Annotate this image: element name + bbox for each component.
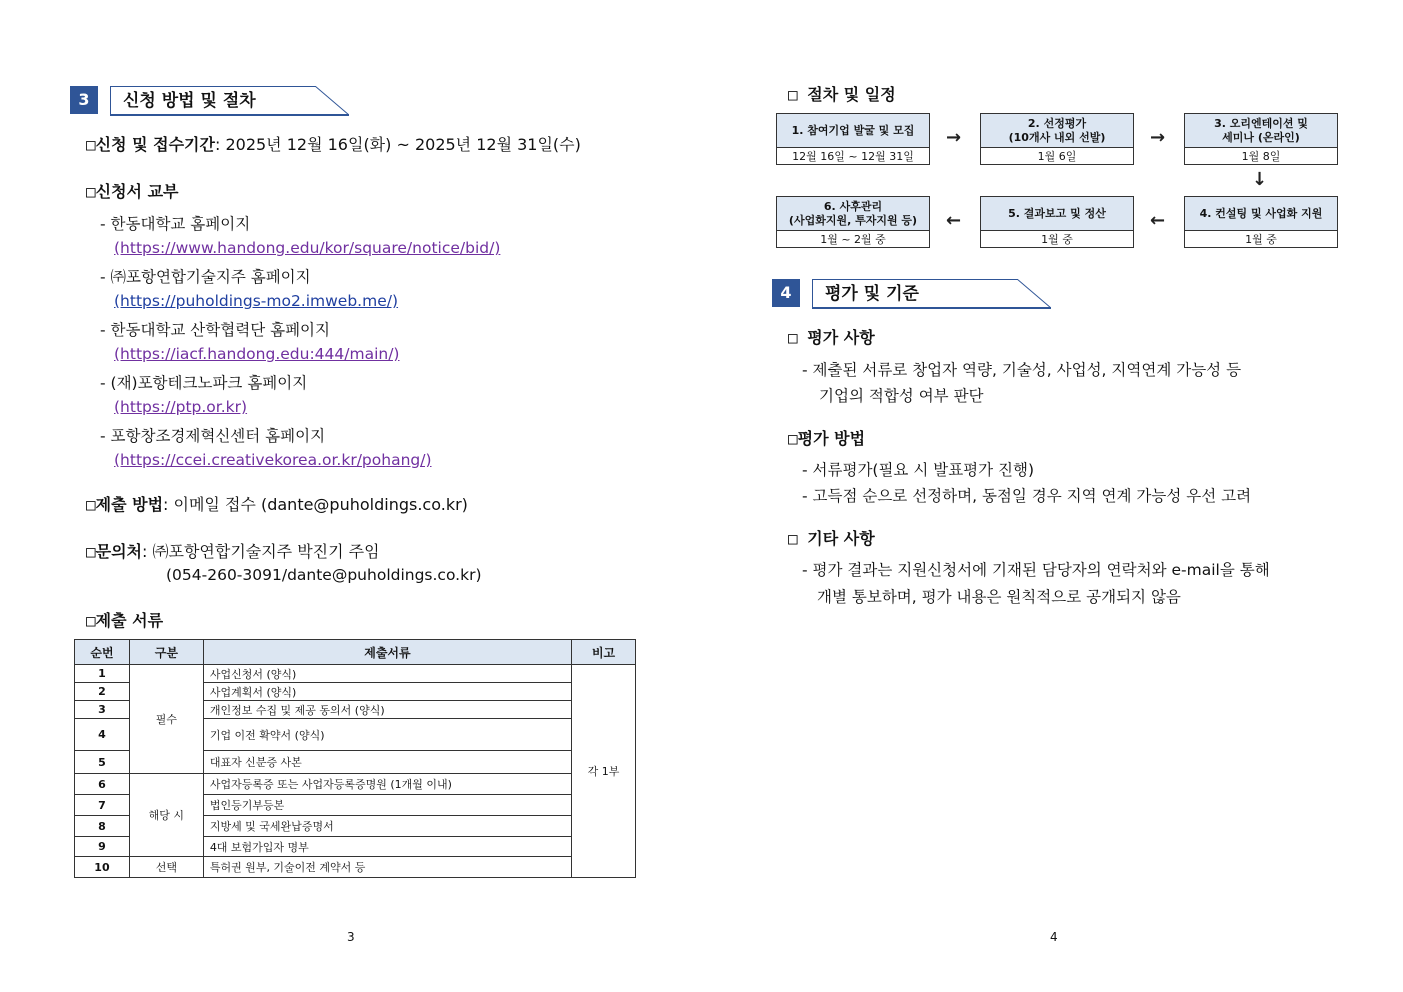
row-doc: 특허권 원부, 기술이전 계약서 등 bbox=[203, 857, 571, 878]
step-3 bbox=[1184, 113, 1338, 165]
link-handong[interactable]: (https://www.handong.edu/kor/square/notice/bid/) bbox=[114, 239, 501, 257]
row-doc: 대표자 신분증 사본 bbox=[203, 751, 571, 774]
row-doc: 사업자등록증 또는 사업자등록증명원 (1개월 이내) bbox=[203, 774, 571, 795]
section-3-number: 3 bbox=[70, 86, 98, 114]
section-3-title-corner bbox=[315, 86, 349, 116]
table-row bbox=[75, 665, 636, 683]
eval-method-heading: □평가 방법 bbox=[788, 429, 866, 448]
col-group: 구분 bbox=[129, 640, 203, 665]
step-4-title: 4. 컨설팅 및 사업화 지원 bbox=[1185, 197, 1337, 231]
row-doc: 사업계획서 (양식) bbox=[203, 683, 571, 701]
group-required: 필수 bbox=[129, 665, 203, 774]
method-heading: □제출 방법: 이메일 접수 (dante@puholdings.co.kr) bbox=[86, 495, 468, 514]
docs-heading: □제출 서류 bbox=[86, 611, 164, 630]
link-puholdings[interactable]: (https://puholdings-mo2.imweb.me/) bbox=[114, 292, 399, 310]
distribution-item-1: - 한동대학교 홈페이지 bbox=[100, 215, 251, 233]
row-doc: 4대 보험가입자 명부 bbox=[203, 837, 571, 857]
step-2-title: 2. 선정평가 (10개사 내외 선발) bbox=[981, 114, 1133, 148]
distribution-item-2: - ㈜포항연합기술지주 홈페이지 bbox=[100, 268, 311, 286]
step-6 bbox=[776, 196, 930, 248]
row-no: 1 bbox=[75, 665, 130, 683]
etc-line2: 개별 통보하며, 평가 내용은 원칙적으로 공개되지 않음 bbox=[817, 588, 1181, 606]
table-row bbox=[75, 857, 636, 878]
step-4 bbox=[1184, 196, 1338, 248]
docs-table bbox=[74, 639, 636, 878]
step-5-title: 5. 결과보고 및 정산 bbox=[981, 197, 1133, 231]
etc-heading: □ 기타 사항 bbox=[788, 529, 875, 548]
step-3-date: 1월 8일 bbox=[1241, 150, 1281, 163]
row-no: 4 bbox=[75, 719, 130, 751]
link-ccei[interactable]: (https://ccei.creativekorea.or.kr/pohang/) bbox=[114, 451, 432, 469]
eval-items-line1: - 제출된 서류로 창업자 역량, 기술성, 사업성, 지역연계 가능성 등 bbox=[802, 361, 1242, 379]
row-no: 6 bbox=[75, 774, 130, 795]
arrow-right-icon: → bbox=[1150, 127, 1166, 148]
note-each-one: 각 1부 bbox=[572, 665, 636, 878]
arrow-down-icon: ↓ bbox=[1252, 169, 1268, 190]
step-3-title: 3. 오리엔테이션 및 세미나 (온라인) bbox=[1185, 114, 1337, 148]
step-5-date: 1월 중 bbox=[1041, 233, 1073, 246]
section-4-number: 4 bbox=[772, 279, 800, 307]
group-optional: 선택 bbox=[129, 857, 203, 878]
section-4-title: 평가 및 기준 bbox=[812, 279, 1050, 307]
distribution-item-4: - (재)포항테크노파크 홈페이지 bbox=[100, 374, 308, 392]
distribution-item-3: - 한동대학교 산학협력단 홈페이지 bbox=[100, 321, 330, 339]
row-no: 8 bbox=[75, 816, 130, 837]
page-number-left: 3 bbox=[347, 930, 355, 944]
step-5 bbox=[980, 196, 1134, 248]
section-4-title-corner bbox=[1017, 279, 1051, 309]
distribution-item-5: - 포항창조경제혁신센터 홈페이지 bbox=[100, 427, 326, 445]
step-6-date: 1월 ~ 2월 중 bbox=[820, 233, 886, 246]
row-doc: 개인정보 수집 및 제공 동의서 (양식) bbox=[203, 701, 571, 719]
step-1-title: 1. 참여기업 발굴 및 모집 bbox=[777, 114, 929, 148]
arrow-right-icon: → bbox=[946, 127, 962, 148]
step-2-date: 1월 6일 bbox=[1037, 150, 1077, 163]
group-if-applicable: 해당 시 bbox=[129, 774, 203, 857]
row-doc: 사업신청서 (양식) bbox=[203, 665, 571, 683]
arrow-left-icon: ← bbox=[1150, 210, 1166, 231]
row-no: 10 bbox=[75, 857, 130, 878]
row-doc: 법인등기부등본 bbox=[203, 795, 571, 816]
eval-method-line2: - 고득점 순으로 선정하며, 동점일 경우 지역 연계 가능성 우선 고려 bbox=[802, 487, 1252, 505]
section-3-title: 신청 방법 및 절차 bbox=[110, 86, 348, 114]
step-1 bbox=[776, 113, 930, 165]
step-6-title: 6. 사후관리 (사업화지원, 투자지원 등) bbox=[777, 197, 929, 231]
link-ptp[interactable]: (https://ptp.or.kr) bbox=[114, 398, 248, 416]
col-no: 순번 bbox=[75, 640, 130, 665]
period-heading: □신청 및 접수기간: 2025년 12월 16일(화) ~ 2025년 12월 31일(수) bbox=[86, 135, 581, 154]
etc-line1: - 평가 결과는 지원신청서에 기재된 담당자의 연락처와 e-mail을 통해 bbox=[802, 561, 1270, 579]
contact-detail: (054-260-3091/dante@puholdings.co.kr) bbox=[166, 566, 482, 584]
step-4-date: 1월 중 bbox=[1245, 233, 1277, 246]
row-no: 7 bbox=[75, 795, 130, 816]
arrow-left-icon: ← bbox=[946, 210, 962, 231]
distribution-heading: □신청서 교부 bbox=[86, 182, 179, 201]
eval-items-heading: □ 평가 사항 bbox=[788, 328, 875, 347]
table-row bbox=[75, 774, 636, 795]
eval-items-line2: 기업의 적합성 여부 판단 bbox=[819, 387, 984, 405]
contact-heading: □문의처: ㈜포항연합기술지주 박진기 주임 bbox=[86, 542, 380, 561]
eval-method-line1: - 서류평가(필요 시 발표평가 진행) bbox=[802, 461, 1035, 479]
step-2 bbox=[980, 113, 1134, 165]
row-no: 5 bbox=[75, 751, 130, 774]
schedule-heading: □ 절차 및 일정 bbox=[788, 85, 896, 104]
row-doc: 기업 이전 확약서 (양식) bbox=[203, 719, 571, 751]
row-no: 3 bbox=[75, 701, 130, 719]
docs-table-header bbox=[75, 640, 636, 665]
row-no: 9 bbox=[75, 837, 130, 857]
col-note: 비고 bbox=[572, 640, 636, 665]
row-no: 2 bbox=[75, 683, 130, 701]
link-iacf[interactable]: (https://iacf.handong.edu:444/main/) bbox=[114, 345, 400, 363]
row-doc: 지방세 및 국세완납증명서 bbox=[203, 816, 571, 837]
step-1-date: 12월 16일 ~ 12월 31일 bbox=[792, 150, 914, 163]
page-number-right: 4 bbox=[1050, 930, 1058, 944]
col-doc: 제출서류 bbox=[203, 640, 571, 665]
